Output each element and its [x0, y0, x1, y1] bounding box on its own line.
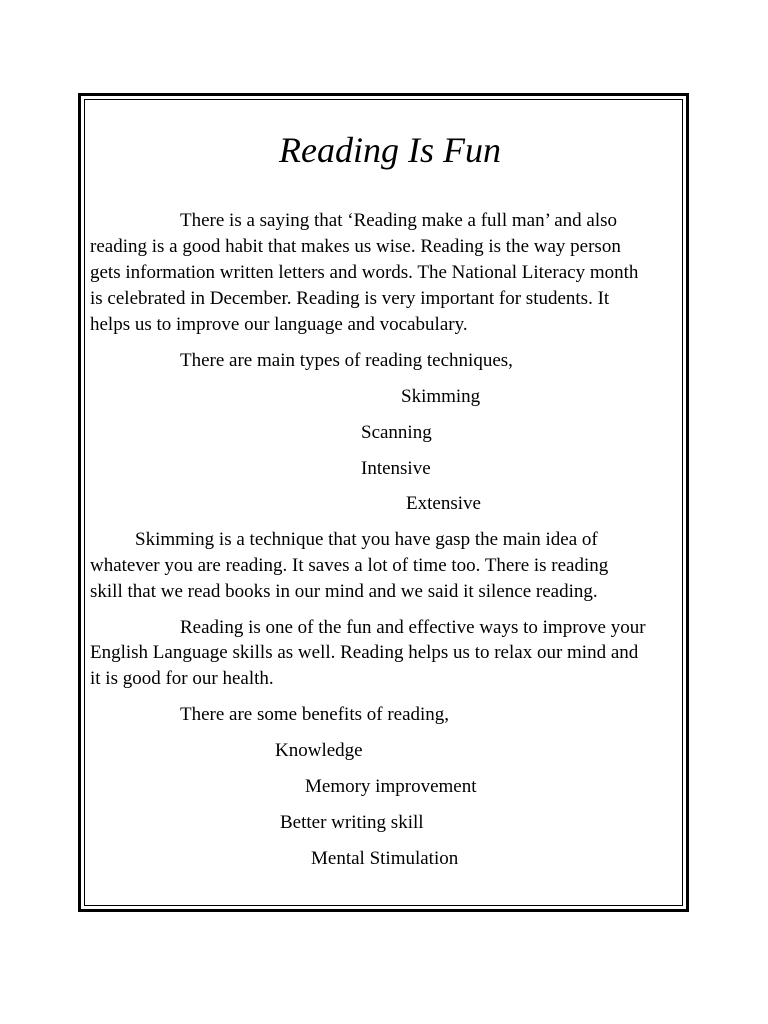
paragraph-1-line-2: reading is a good habit that makes us wise. Reading is the way person [90, 236, 621, 257]
benefit-item: Mental Stimulation [311, 848, 459, 869]
paragraph-2-line-2: whatever you are reading. It saves a lot of time too. There is reading [90, 555, 609, 576]
technique-item: Skimming [401, 386, 481, 407]
benefit-item: Knowledge [275, 740, 363, 761]
paragraph-3-line-2: English Language skills as well. Reading helps us to relax our mind and [90, 642, 639, 663]
technique-item: Intensive [361, 458, 431, 479]
techniques-intro: There are main types of reading techniques, [180, 350, 513, 371]
benefit-item: Memory improvement [305, 776, 477, 797]
technique-item: Scanning [361, 422, 432, 443]
technique-item: Extensive [406, 493, 481, 514]
paragraph-3-line-3: it is good for our health. [90, 668, 274, 689]
paragraph-1-line-1: There is a saying that ‘Reading make a full man’ and also [180, 210, 618, 231]
paragraph-2-line-3: skill that we read books in our mind and we said it silence reading. [90, 581, 598, 602]
benefit-item: Better writing skill [280, 812, 424, 833]
paragraph-3-line-1: Reading is one of the fun and effective ways to improve your [180, 617, 646, 638]
benefits-intro: There are some benefits of reading, [180, 704, 450, 725]
paragraph-2-line-1: Skimming is a technique that you have gasp the main idea of [135, 529, 598, 550]
document-title: Reading Is Fun [279, 130, 501, 170]
paragraph-1-line-3: gets information written letters and words. The National Literacy month [90, 262, 639, 283]
paragraph-1-line-5: helps us to improve our language and vocabulary. [90, 314, 468, 335]
paragraph-1-line-4: is celebrated in December. Reading is very important for students. It [90, 288, 610, 309]
